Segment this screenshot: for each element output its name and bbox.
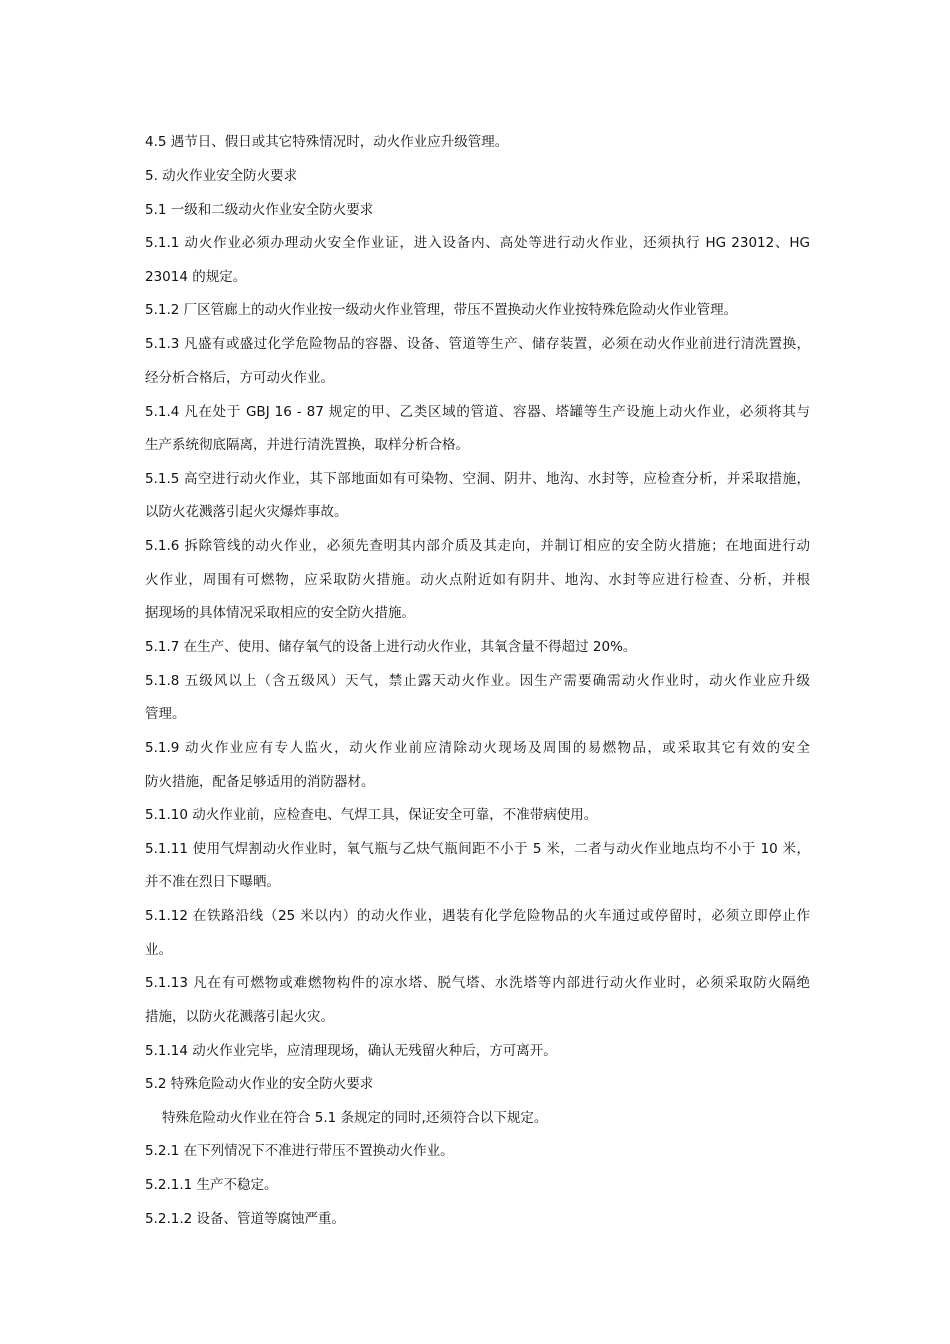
text-line: 生产系统彻底隔离，并进行清洗置换，取样分析合格。 [145,437,469,453]
text-line: 5.1.3 凡盛有或盛过化学危险物品的容器、设备、管道等生产、储存装置，必须在动火作业前进行清洗置换， [145,336,810,352]
text-line: 火作业，周围有可燃物，应采取防火措施。动火点附近如有阴井、地沟、水封等应进行检查、分析，并根 [145,572,810,588]
text-line: 5.1.13 凡在有可燃物或难燃物构件的凉水塔、脱气塔、水洗塔等内部进行动火作业时，必须采取防火隔绝 [145,975,810,991]
text-line: 据现场的具体情况采取相应的安全防火措施。 [145,605,415,621]
text-line: 业。 [145,942,172,958]
text-line: 5.1.1 动火作业必须办理动火安全作业证，进入设备内、高处等进行动火作业，还须执行 HG 23012、HG [145,235,810,251]
text-line: 5.1.6 拆除管线的动火作业，必须先查明其内部介质及其走向，并制订相应的安全防火措施；在地面进行动 [145,538,810,554]
text-line: 5.1.11 使用气焊割动火作业时，氧气瓶与乙炔气瓶间距不小于 5 米，二者与动火作业地点均不小于 10 米， [145,841,810,857]
text-line: 5.1.9 动火作业应有专人监火，动火作业前应清除动火现场及周围的易燃物品，或采取其它有效的安全 [145,740,810,756]
section-heading: 5.1 一级和二级动火作业安全防火要求 [145,202,374,218]
text-line: 经分析合格后，方可动火作业。 [145,370,334,386]
text-line: 5.1.4 凡在处于 GBJ 16 - 87 规定的甲、乙类区域的管道、容器、塔罐等生产设施上动火作业，必须将其与 [145,404,810,420]
text-line: 5.1.10 动火作业前，应检查电、气焊工具，保证安全可靠，不准带病使用。 [145,807,598,823]
text-line: 管理。 [145,706,186,722]
text-line: 5.1.12 在铁路沿线（25 米以内）的动火作业，遇装有化学危险物品的火车通过或停留时，必须立即停止作 [145,908,810,924]
text-line: 23014 的规定。 [145,269,247,285]
text-line: 4.5 遇节日、假日或其它特殊情况时，动火作业应升级管理。 [145,134,509,150]
section-heading: 5.2 特殊危险动火作业的安全防火要求 [145,1076,374,1092]
text-line: 特殊危险动火作业在符合 5.1 条规定的同时,还须符合以下规定。 [162,1110,548,1126]
text-line: 5.1.2 厂区管廊上的动火作业按一级动火作业管理，带压不置换动火作业按特殊危险动火作业管理。 [145,302,738,318]
text-line: 5.1.5 高空进行动火作业，其下部地面如有可染物、空洞、阴井、地沟、水封等，应检查分析，并采取措施， [145,471,810,487]
text-line: 防火措施，配备足够适用的消防器材。 [145,774,375,790]
text-line: 5.2.1.1 生产不稳定。 [145,1177,278,1193]
text-line: 5.2.1 在下列情况下不准进行带压不置换动火作业。 [145,1143,454,1159]
text-line: 以防火花溅落引起火灾爆炸事故。 [145,504,348,520]
text-line: 5.1.7 在生产、使用、储存氧气的设备上进行动火作业，其氧含量不得超过 20%。 [145,639,637,655]
section-heading: 5. 动火作业安全防火要求 [145,168,298,184]
text-line: 5.1.8 五级风以上（含五级风）天气，禁止露天动火作业。因生产需要确需动火作业时，动火作业应升级 [145,673,810,689]
text-line: 5.2.1.2 设备、管道等腐蚀严重。 [145,1211,346,1227]
text-line: 并不准在烈日下曝晒。 [145,874,280,890]
text-line: 措施，以防火花溅落引起火灾。 [145,1009,334,1025]
text-line: 5.1.14 动火作业完毕，应清理现场，确认无残留火种后，方可离开。 [145,1043,557,1059]
